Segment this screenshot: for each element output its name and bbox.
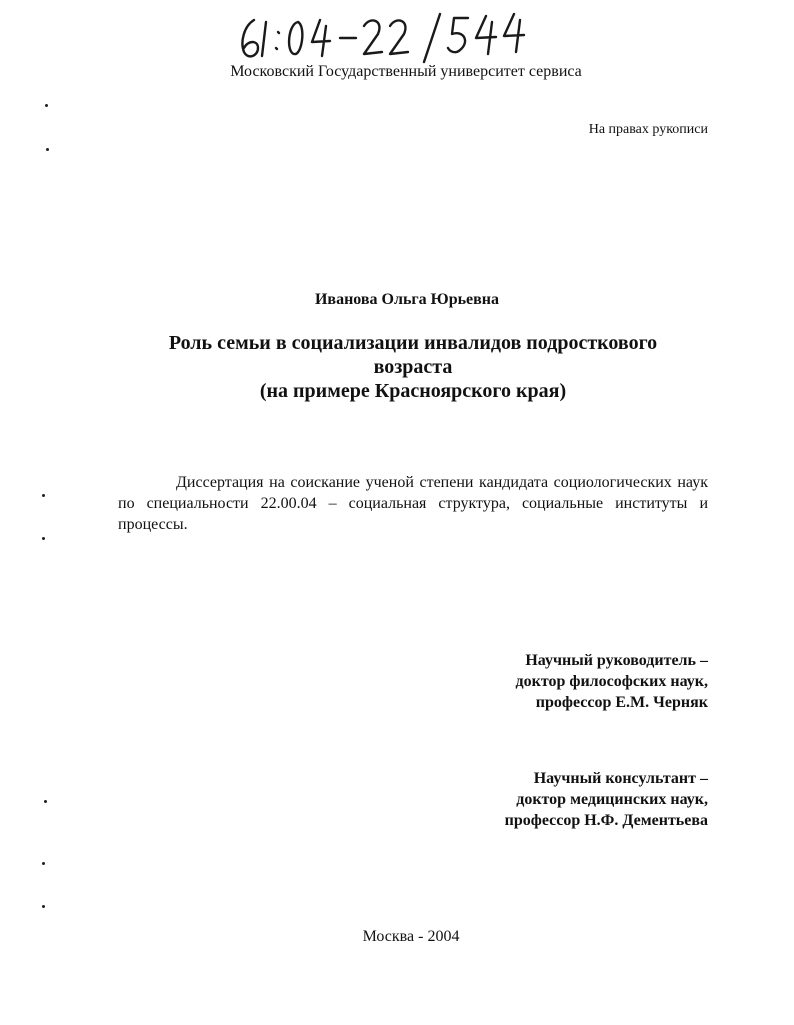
dissertation-description — [118, 472, 708, 535]
supervisor-name: профессор Е.М. Черняк — [535, 694, 708, 711]
supervisor-role: Научный руководитель – — [525, 652, 708, 669]
scan-speck — [42, 537, 45, 540]
supervisor-degree: доктор философских наук, — [515, 673, 708, 690]
scan-speck — [44, 800, 47, 803]
city-and-year: Москва - 2004 — [362, 928, 460, 945]
scan-speck — [42, 862, 45, 865]
dissertation-title — [120, 331, 706, 403]
title-line-1: Роль семьи в социализации инвалидов подросткового — [168, 332, 658, 354]
consultant-degree: доктор медицинских наук, — [516, 791, 708, 808]
scan-speck — [42, 905, 45, 908]
handwritten-archive-code — [232, 8, 532, 64]
scientific-consultant — [505, 768, 708, 831]
university-name: Московский Государственный университет сервиса — [230, 63, 582, 80]
author-name: Иванова Ольга Юрьевна — [314, 291, 500, 308]
handwritten-code-drawing — [232, 8, 532, 64]
scientific-supervisor — [516, 650, 708, 713]
scan-speck — [45, 104, 48, 107]
title-line-2: возраста — [373, 356, 453, 378]
scan-speck — [46, 148, 49, 151]
description-text: Диссертация на соискание ученой степени кандидата социологических наук по специальности 22.00.04 – социальная структура, социальные институты и процессы. — [118, 474, 708, 533]
consultant-role: Научный консультант – — [533, 770, 708, 787]
consultant-name: профессор Н.Ф. Дементьева — [504, 812, 708, 829]
scan-speck — [42, 494, 45, 497]
manuscript-rights-note: На правах рукописи — [588, 122, 708, 137]
title-line-3: (на примере Красноярского края) — [259, 380, 567, 402]
